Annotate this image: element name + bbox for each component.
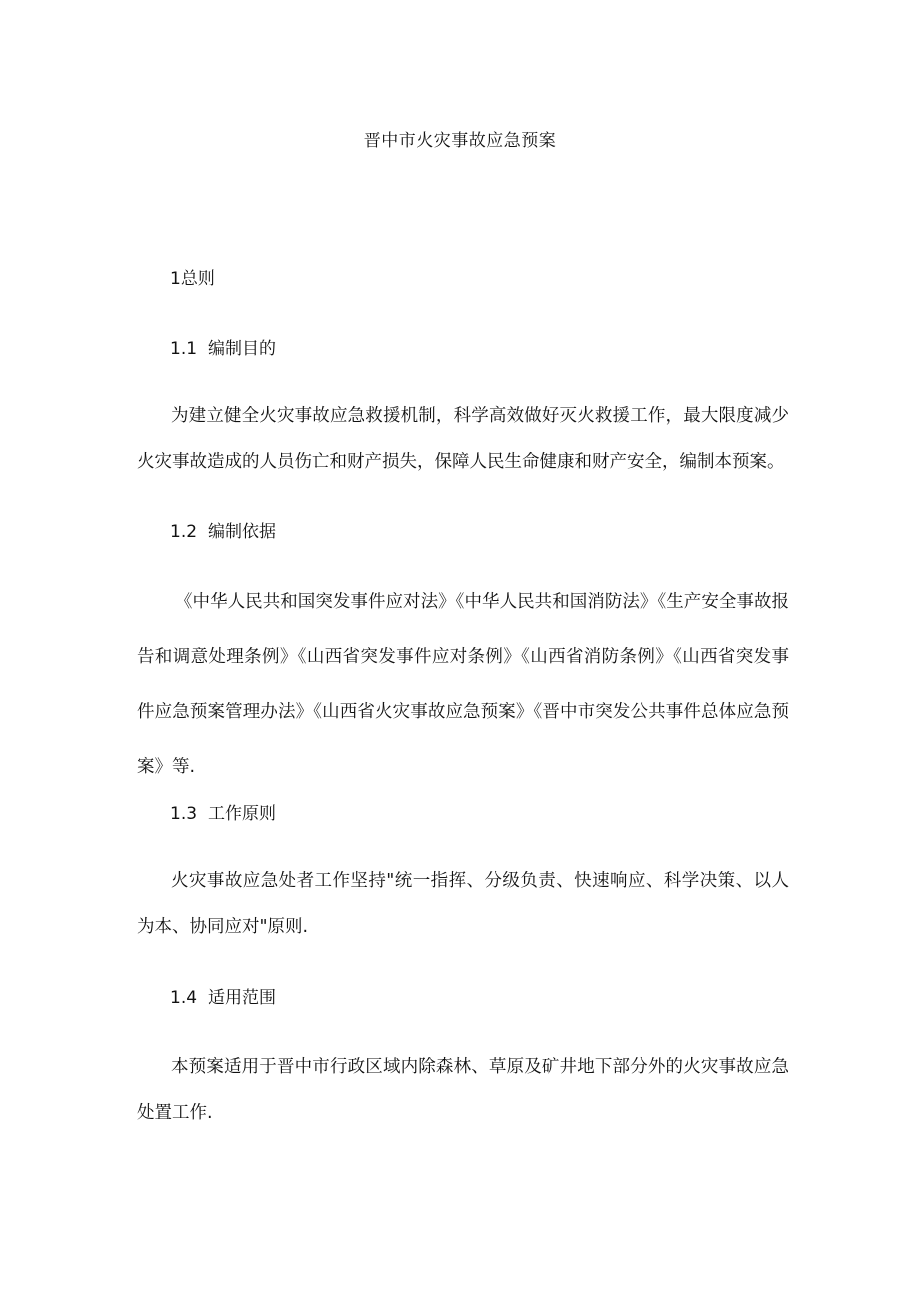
section-heading-basis (170, 519, 276, 545)
section-title: 适用范围 (208, 988, 276, 1008)
section-title: 工作原则 (208, 804, 276, 824)
section-title: 编制依据 (208, 522, 276, 542)
section-heading-principles (170, 801, 276, 827)
section-number: 1.1 (170, 339, 198, 359)
section-heading-purpose (170, 336, 276, 362)
section-title: 编制目的 (208, 339, 276, 359)
paragraph-principles: 火灾事故应急处者工作坚持"统一指挥、分级负责、快速响应、科学决策、以人为本、协同应对"原则. (137, 871, 789, 937)
section-number: 1.4 (170, 988, 198, 1008)
paragraph-basis: 《中华人民共和国突发事件应对法》《中华人民共和国消防法》《生产安全事故报告和调意处理条例》《山西省突发事件应对条例》《山西省消防条例》《山西省突发事件应急预案管理办法》《山西省火灾事故应急预案》《晋中市突发公共事件总体应急预案》等. (137, 592, 789, 777)
paragraph-scope: 本预案适用于晋中市行政区域内除森林、草原及矿井地下部分外的火灾事故应急处置工作. (137, 1057, 789, 1123)
section-number: 1.3 (170, 804, 198, 824)
paragraph-purpose: 为建立健全火灾事故应急救援机制，科学高效做好灭火救援工作，最大限度减少火灾事故造成的人员伤亡和财产损失，保障人民生命健康和财产安全，编制本预案。 (137, 406, 789, 472)
section-number: 1.2 (170, 522, 198, 542)
document-title: 晋中市火灾事故应急预案 (363, 131, 557, 151)
section-heading-general: 1总则 (170, 269, 215, 289)
section-heading-scope (170, 985, 276, 1011)
